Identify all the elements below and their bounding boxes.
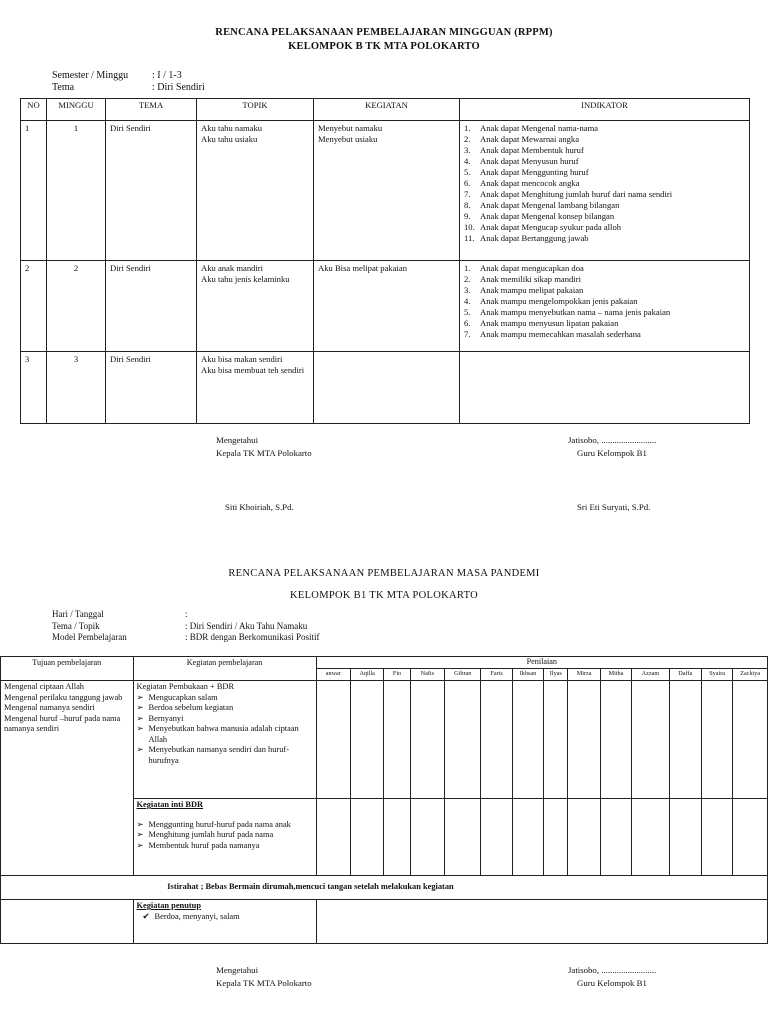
indikator-number: 5. <box>464 167 471 177</box>
grade-cell <box>445 681 481 799</box>
grade-cell <box>733 681 768 799</box>
grade-cell <box>544 799 568 876</box>
indikator-number: 6. <box>464 318 471 328</box>
kepala-label: Kepala TK MTA Polokarto <box>216 448 312 458</box>
grade-cell <box>316 799 350 876</box>
indikator-item <box>464 156 745 167</box>
topik-line: Aku tahu usiaku <box>201 134 258 144</box>
tujuan-item: Mengenal namanya sendiri <box>4 703 95 712</box>
header-minggu: MINGGU <box>47 99 106 121</box>
indikator-text: Anak dapat Bertanggung jawab <box>480 233 589 243</box>
place-date: Jatisobo, ......................... <box>568 435 657 445</box>
bullet-text: Menyebutkan namanya sendiri dan huruf-hurufnya <box>148 745 289 765</box>
cell-kegiatan <box>314 352 460 424</box>
tujuan-list <box>4 682 130 735</box>
pembukaan-list <box>137 693 313 767</box>
header-topik: TOPIK <box>197 99 314 121</box>
header-indikator: INDIKATOR <box>460 99 750 121</box>
bullet-text: Berdoa sebelum kegiatan <box>148 703 234 712</box>
bullet-text: Menggunting huruf-huruf pada nama anak <box>148 819 291 829</box>
tujuan-item: Mengenal perilaku tanggung jawab <box>4 692 123 702</box>
rppm-table <box>20 98 750 424</box>
indikator-item <box>464 145 745 156</box>
penutup-list <box>137 912 313 923</box>
bullet-text: Berdoa, menyanyi, salam <box>154 911 240 921</box>
doc1-title-line2: KELOMPOK B TK MTA POLOKARTO <box>288 41 480 52</box>
student-name: anwar <box>316 669 350 681</box>
arrow-bullet-icon: ➢ <box>136 703 144 712</box>
bullet-item <box>137 703 313 714</box>
indikator-text: Anak mampu menyusun lipatan pakaian <box>480 318 619 328</box>
grade-cell <box>410 799 444 876</box>
kegiatan-line: Aku Bisa melipat pakaian <box>318 263 408 273</box>
indikator-number: 11. <box>464 233 475 243</box>
header-row-1 <box>1 657 768 669</box>
indikator-text: Anak dapat Menggunting huruf <box>480 167 589 177</box>
cell-tujuan <box>1 681 134 876</box>
cell-minggu: 1 <box>47 121 106 261</box>
cell-tema: Diri Sendiri <box>106 352 197 424</box>
grade-cell <box>384 799 410 876</box>
pembukaan-title: Kegiatan Pembukaan + BDR <box>136 682 235 691</box>
cell-topik <box>197 121 314 261</box>
cell-tema: Diri Sendiri <box>106 121 197 261</box>
indikator-item <box>464 178 745 189</box>
doc2-meta <box>52 609 320 644</box>
grade-cell <box>600 681 631 799</box>
indikator-item <box>464 285 745 296</box>
indikator-number: 6. <box>464 178 471 188</box>
arrow-bullet-icon: ➢ <box>136 819 144 829</box>
doc1-meta <box>52 70 205 94</box>
check-icon: ✔ <box>142 911 150 921</box>
tema-topik-value: : Diri Sendiri / Aku Tahu Namaku <box>185 620 308 631</box>
grade-cell <box>410 681 444 799</box>
grade-cell <box>316 681 350 799</box>
tujuan-item: Mengenal ciptaan Allah <box>4 682 84 691</box>
mengetahui-label: Mengetahui <box>216 965 259 975</box>
grade-cell <box>568 681 600 799</box>
hari-value: : <box>185 609 188 619</box>
grade-cell <box>384 681 410 799</box>
bullet-text: Menyebutkan bahwa manusia adalah ciptaan Allah <box>148 724 299 744</box>
bullet-item <box>137 830 313 841</box>
hari-label: Hari / Tanggal <box>52 609 104 619</box>
header-penilaian: Penilaian <box>316 657 767 669</box>
cell-penutup <box>133 900 316 944</box>
arrow-bullet-icon: ➢ <box>136 830 144 839</box>
guru-label: Guru Kelompok B1 <box>577 978 647 988</box>
grade-cell <box>351 799 384 876</box>
indikator-number: 3. <box>464 145 471 155</box>
header-kegiatan: Kegiatan pembelajaran <box>133 657 316 681</box>
header-tujuan: Tujuan pembelajaran <box>1 657 134 681</box>
cell-kegiatan <box>314 261 460 352</box>
indikator-item <box>464 123 745 134</box>
grade-cell <box>568 799 600 876</box>
cell-inti <box>133 799 316 876</box>
indikator-item <box>464 189 745 200</box>
grade-cell <box>544 681 568 799</box>
bullet-item <box>137 820 313 831</box>
student-name: Ilyas <box>544 669 568 681</box>
indikator-item <box>464 296 745 307</box>
inti-title: Kegiatan inti BDR <box>136 800 204 809</box>
indikator-item <box>464 211 745 222</box>
student-name: Fio <box>384 669 410 681</box>
grade-cell <box>445 799 481 876</box>
bullet-text: Mengucapkan salam <box>148 692 218 702</box>
penutup-title: Kegiatan penutup <box>136 901 201 910</box>
indikator-number: 3. <box>464 285 471 295</box>
table-row <box>1 900 768 944</box>
topik-line: Aku bisa membuat teh sendiri <box>201 365 305 375</box>
indikator-item <box>464 329 745 340</box>
arrow-bullet-icon: ➢ <box>136 692 144 702</box>
indikator-text: Anak memiliki sikap mandiri <box>480 274 581 284</box>
tujuan-item: Mengenal huruf –huruf pada nama namanya sendiri <box>4 713 121 733</box>
indikator-list <box>464 263 745 340</box>
semester-label: Semester / Minggu <box>52 70 129 81</box>
header-no: NO <box>21 99 47 121</box>
arrow-bullet-icon: ➢ <box>136 745 144 754</box>
bullet-item <box>137 693 313 704</box>
kepala-label: Kepala TK MTA Polokarto <box>216 978 312 988</box>
bullet-text: Membentuk huruf pada namanya <box>148 840 260 850</box>
indikator-number: 5. <box>464 307 471 317</box>
indikator-text: Anak dapat Membentuk huruf <box>480 145 584 155</box>
cell-no: 3 <box>21 352 47 424</box>
topik-line: Aku bisa makan sendiri <box>201 354 283 364</box>
bullet-item <box>137 724 313 745</box>
indikator-text: Anak dapat Menyusun huruf <box>480 156 579 166</box>
indikator-item <box>464 222 745 233</box>
tema-value: : Diri Sendiri <box>152 82 205 93</box>
indikator-number: 9. <box>464 211 471 221</box>
model-value: : BDR dengan Berkomunikasi Positif <box>185 632 320 642</box>
indikator-item <box>464 167 745 178</box>
doc2-sign-left <box>216 964 312 990</box>
indikator-number: 2. <box>464 274 471 284</box>
doc2-title-line2: KELOMPOK B1 TK MTA POLOKARTO <box>290 590 478 601</box>
indikator-text: Anak mampu memecahkan masalah sederhana <box>480 329 641 339</box>
tema-label: Tema <box>52 82 75 93</box>
indikator-text: Anak dapat Menghitung jumlah huruf dari nama sendiri <box>480 189 673 199</box>
cell-kegiatan <box>314 121 460 261</box>
student-name: Daffa <box>669 669 701 681</box>
indikator-item <box>464 263 745 274</box>
doc1-sign-left <box>216 434 312 460</box>
inti-list <box>137 820 313 852</box>
indikator-text: Anak mampu melipat pakaian <box>480 285 584 295</box>
student-name: Faris <box>481 669 512 681</box>
indikator-text: Anak dapat Mewarnai angka <box>480 134 580 144</box>
indikator-number: 1. <box>464 123 471 133</box>
grade-cell <box>632 681 669 799</box>
indikator-number: 1. <box>464 263 471 273</box>
topik-line: Aku tahu namaku <box>201 123 263 133</box>
grade-cell <box>481 799 512 876</box>
student-name: Azzam <box>632 669 669 681</box>
grade-cell <box>351 681 384 799</box>
table-row <box>21 261 750 352</box>
header-kegiatan: KEGIATAN <box>314 99 460 121</box>
cell-penilaian-penutup <box>316 900 767 944</box>
istirahat-text: Istirahat ; Bebas Bermain dirumah,mencuci tangan setelah melakukan kegiatan <box>1 876 768 900</box>
student-name: Ikhsan <box>512 669 543 681</box>
table-row <box>21 352 750 424</box>
tema-topik-label: Tema / Topik <box>52 620 100 631</box>
cell-topik <box>197 352 314 424</box>
cell-minggu: 2 <box>47 261 106 352</box>
grade-cell <box>481 681 512 799</box>
bullet-text: Bernyanyi <box>148 713 184 723</box>
cell-pembukaan <box>133 681 316 799</box>
indikator-item <box>464 134 745 145</box>
student-name: Aqilla <box>351 669 384 681</box>
grade-cell <box>632 799 669 876</box>
indikator-item <box>464 318 745 329</box>
cell-no: 2 <box>21 261 47 352</box>
kepala-name: Siti Khoiriah, S.Pd. <box>225 502 294 512</box>
bullet-item <box>137 714 313 725</box>
kegiatan-line: Menyebut namaku <box>318 123 383 133</box>
kegiatan-line: Menyebut usiaku <box>318 134 378 144</box>
student-name: Syaira <box>701 669 732 681</box>
header-tema: TEMA <box>106 99 197 121</box>
cell-indikator <box>460 352 750 424</box>
grade-cell <box>669 681 701 799</box>
indikator-number: 8. <box>464 200 471 210</box>
guru-label: Guru Kelompok B1 <box>577 448 647 458</box>
grade-cell <box>669 799 701 876</box>
indikator-number: 4. <box>464 296 471 306</box>
topik-line: Aku tahu jenis kelaminku <box>201 274 290 284</box>
cell-tema: Diri Sendiri <box>106 261 197 352</box>
arrow-bullet-icon: ➢ <box>136 713 144 723</box>
student-name: Nafis <box>410 669 444 681</box>
grade-cell <box>512 681 543 799</box>
indikator-number: 4. <box>464 156 471 166</box>
mengetahui-label: Mengetahui <box>216 435 259 445</box>
arrow-bullet-icon: ➢ <box>136 724 144 733</box>
indikator-number: 7. <box>464 329 471 339</box>
cell-indikator <box>460 121 750 261</box>
grade-cell <box>733 799 768 876</box>
cell-indikator <box>460 261 750 352</box>
bullet-item <box>137 745 313 766</box>
doc1-title-line1: RENCANA PELAKSANAAN PEMBELAJARAN MINGGUAN (RPPM) <box>215 27 553 38</box>
student-name: Mirza <box>568 669 600 681</box>
place-date: Jatisobo, ......................... <box>568 965 657 975</box>
grade-cell <box>600 799 631 876</box>
doc2-sign-right <box>568 964 656 990</box>
indikator-text: Anak mampu mengelompokkan jenis pakaian <box>480 296 638 306</box>
indikator-item <box>464 274 745 285</box>
bullet-item <box>143 912 313 923</box>
student-name: Gibran <box>445 669 481 681</box>
guru-name: Sri Eti Suryati, S.Pd. <box>577 502 651 512</box>
semester-value: : I / 1-3 <box>152 70 182 81</box>
indikator-item <box>464 200 745 211</box>
indikator-list <box>464 123 745 244</box>
cell-empty <box>1 900 134 944</box>
doc1-sign-right <box>568 434 656 460</box>
student-name: Zackiya <box>733 669 768 681</box>
topik-line: Aku anak mandiri <box>201 263 264 273</box>
istirahat-row <box>1 876 768 900</box>
cell-minggu: 3 <box>47 352 106 424</box>
model-label: Model Pembelajaran <box>52 632 127 642</box>
table-row <box>21 121 750 261</box>
arrow-bullet-icon: ➢ <box>136 840 144 850</box>
grade-cell <box>512 799 543 876</box>
cell-no: 1 <box>21 121 47 261</box>
indikator-text: Anak dapat Mengenal konsep bilangan <box>480 211 615 221</box>
cell-topik <box>197 261 314 352</box>
indikator-item <box>464 307 745 318</box>
indikator-text: Anak dapat Mengenal lambang bilangan <box>480 200 620 210</box>
indikator-number: 2. <box>464 134 471 144</box>
grade-cell <box>701 799 732 876</box>
indikator-text: Anak dapat mengucapkan doa <box>480 263 584 273</box>
indikator-number: 10. <box>464 222 475 232</box>
table-row <box>1 681 768 799</box>
student-name: Mitha <box>600 669 631 681</box>
indikator-item <box>464 233 745 244</box>
indikator-text: Anak mampu menyebutkan nama – nama jenis pakaian <box>480 307 671 317</box>
grade-cell <box>701 681 732 799</box>
bullet-text: Menghitung jumlah huruf pada nama <box>148 830 274 839</box>
rpp-pandemi-table <box>0 656 768 944</box>
indikator-text: Anak dapat Mengenal nama-nama <box>480 123 599 133</box>
rppm-header-row <box>21 99 750 121</box>
indikator-text: Anak dapat mencocok angka <box>480 178 580 188</box>
indikator-number: 7. <box>464 189 471 199</box>
indikator-text: Anak dapat Mengucap syukur pada alloh <box>480 222 622 232</box>
bullet-item <box>137 841 313 852</box>
doc2-title-line1: RENCANA PELAKSANAAN PEMBELAJARAN MASA PANDEMI <box>228 568 540 579</box>
